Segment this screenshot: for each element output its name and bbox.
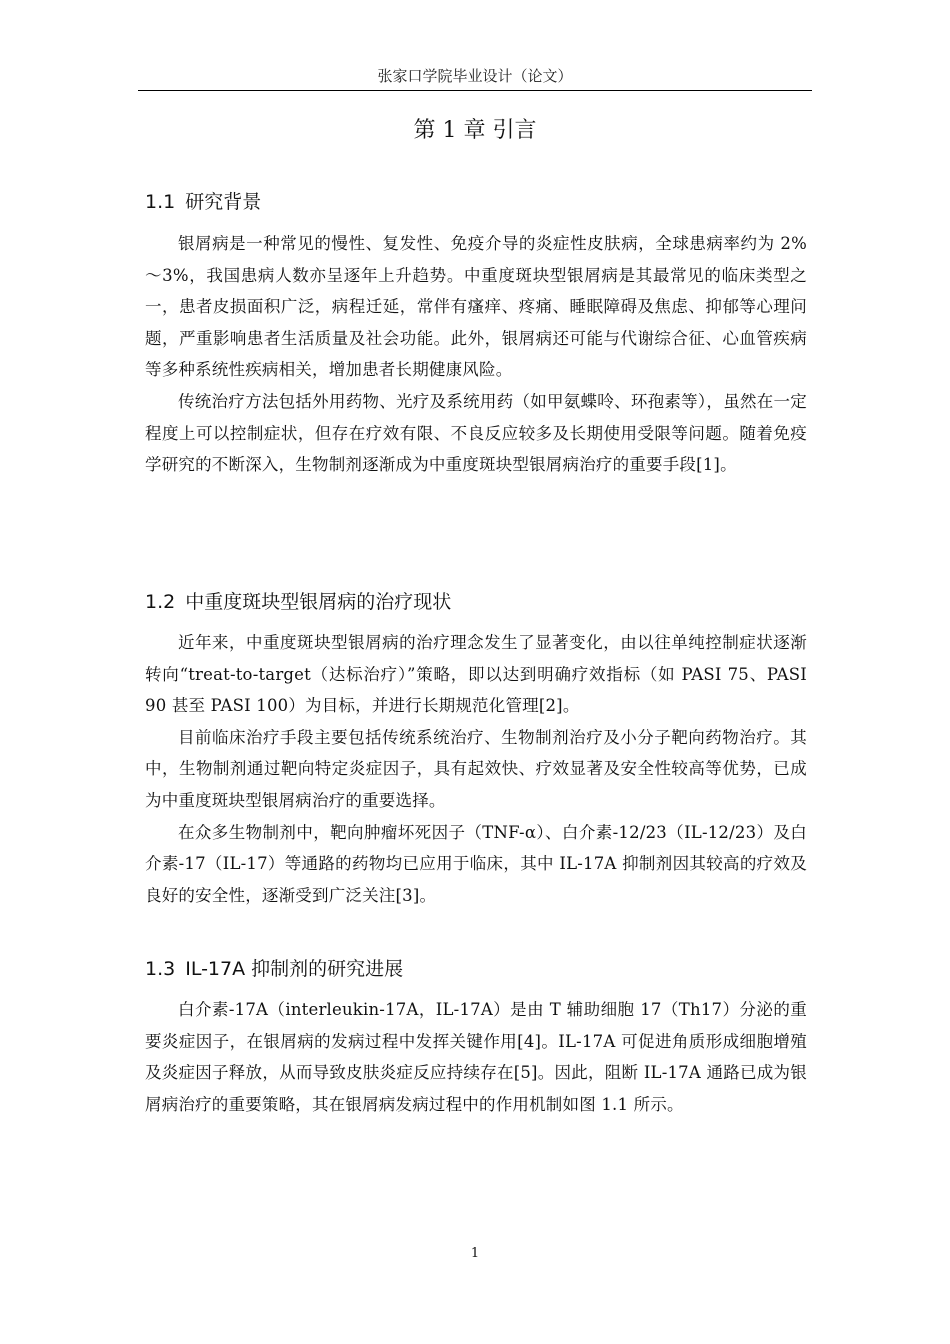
chapter-title: 第 1 章 引言	[413, 118, 537, 143]
paragraph: 白介素-17A（interleukin-17A，IL-17A）是由 T 辅助细胞 17（Th17）分泌的重要炎症因子，在银屑病的发病过程中发挥关键作用[4]。IL-17A 可促进角质形成细胞增殖及炎症因子释放，从而导致皮肤炎症反应持续存在[5]。因此，阻断 IL-17A 通路已成为银屑病治疗的重要策略，其在银屑病发病过程中的作用机制如图 1.1 所示。	[145, 1000, 807, 1114]
paragraph: 传统治疗方法包括外用药物、光疗及系统用药（如甲氨蝶呤、环孢素等），虽然在一定程度上可以控制症状，但存在疗效有限、不良反应较多及长期使用受限等问题。随着免疫学研究的不断深入，生物制剂逐渐成为中重度斑块型银屑病治疗的重要手段[1]。	[145, 391, 807, 475]
paragraph: 目前临床治疗手段主要包括传统系统治疗、生物制剂治疗及小分子靶向药物治疗。其中，生物制剂通过靶向特定炎症因子，具有起效快、疗效显著及安全性较高等优势，已成为中重度斑块型银屑病治疗的重要选择。	[145, 727, 807, 810]
paragraph: 在众多生物制剂中，靶向肿瘤坏死因子（TNF-α）、白介素-12/23（IL-12/23）及白介素-17（IL-17）等通路的药物均已应用于临床，其中 IL-17A 抑制剂因其较高的疗效及良好的安全性，逐渐受到广泛关注[3]。	[145, 822, 807, 905]
paragraph: 近年来，中重度斑块型银屑病的治疗理念发生了显著变化，由以往单纯控制症状逐渐转向“treat-to-target（达标治疗）”策略，即以达到明确疗效指标（如 PASI 75、PASI 90 甚至 PASI 100）为目标，并进行长期规范化管理[2]。	[145, 633, 807, 716]
section-number: 1.3	[145, 958, 176, 980]
header-rule	[138, 90, 812, 91]
section-heading-1-1	[145, 188, 805, 216]
section-heading-1-2	[145, 588, 805, 616]
section-title: IL-17A 抑制剂的研究进展	[185, 958, 404, 980]
section-number: 1.1	[145, 191, 176, 213]
paragraph: 银屑病是一种常见的慢性、复发性、免疫介导的炎症性皮肤病，全球患病率约为 2%～3%，我国患病人数亦呈逐年上升趋势。中重度斑块型银屑病是其最常见的临床类型之一，患者皮损面积广泛，病程迁延，常伴有瘙痒、疼痛、睡眠障碍及焦虑、抑郁等心理问题，严重影响患者生活质量及社会功能。此外，银屑病还可能与代谢综合征、心血管疾病等多种系统性疾病相关，增加患者长期健康风险。	[145, 234, 807, 380]
page-number: 1	[470, 1246, 480, 1261]
section-heading-1-3	[145, 955, 805, 983]
section-title: 中重度斑块型银屑病的治疗现状	[185, 591, 452, 613]
section-body-1-2	[145, 627, 807, 911]
section-body-1-1	[145, 228, 807, 481]
section-body-1-3	[145, 994, 807, 1120]
section-number: 1.2	[145, 591, 176, 613]
section-title: 研究背景	[185, 191, 262, 213]
running-header: 张家口学院毕业设计（论文）	[377, 67, 573, 85]
